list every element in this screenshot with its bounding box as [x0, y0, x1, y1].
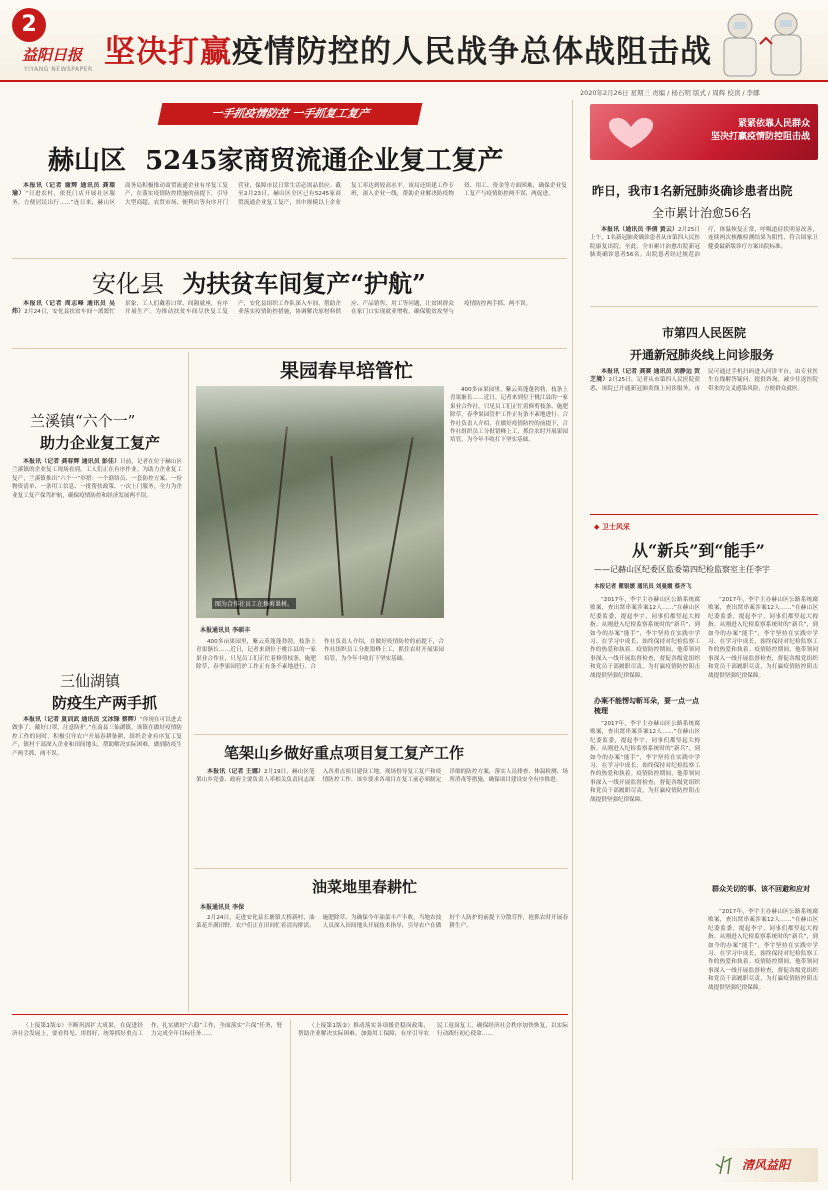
bottom-mid-body	[298, 1022, 568, 1182]
sanxianhu-subtitle: 防疫生产两手抓	[52, 694, 158, 712]
discharge-subhead: 全市累计治愈56名	[652, 206, 752, 220]
bijiashan-body	[196, 768, 568, 862]
divider-r2	[590, 514, 818, 515]
bottom-left-text: （上接第1版①）不断巩固扩大成果，在促进经济社会发展上，要看得见、用得好，统筹抓好重点工作，扎实做好“六稳”工作，全面落实“六保”任务，努力完成全年目标任务……	[12, 1023, 282, 1038]
newspaper-logo: 益阳日报	[22, 46, 83, 64]
anhua-byline: 本报讯（记者 周志峰 通讯员 吴炜）	[12, 300, 115, 316]
orchard-body-cont	[450, 386, 568, 730]
promo-line2: 坚决打赢疫情防控阻击战	[710, 132, 810, 142]
profile-column-tag	[594, 522, 630, 532]
sanxianhu-byline: 本报讯（记者 夏训武 通讯员 文冰锋 蔡辉）	[23, 716, 140, 723]
discharge-body	[590, 226, 818, 300]
masthead	[0, 0, 828, 82]
anhua-text: 2月24日，安化县扶贫车间一派繁忙景象，工人们戴着口罩、间隔就座，有序开展生产。为推动扶贫车间尽快复工复产，安化县组织工作队深入车间，帮助企业落实疫情防控措施，协调解决原材料供应、产品销售、用工等问题，让贫困群众在家门口实现就业增收，确保脱贫攻坚与疫情防控两手抓、两不误。	[24, 301, 532, 316]
sanxianhu-body	[12, 716, 182, 1008]
profile-body-c	[708, 596, 818, 876]
left-col-divider	[188, 352, 189, 1012]
orchard-byline: 本报通讯员 李硕丰	[200, 627, 251, 634]
sanxianhu-title: 三仙湖镇	[60, 672, 121, 690]
footer-logo-box	[712, 1148, 818, 1182]
bijiashan-text: 2月19日，赫山区笔架山乡党委、政府主要负责人率相关负责同志深入各重点项目建设工地，现场督导复工复产和疫情防控工作。该乡要求各项目在复工前必须制定详细的防控方案，落实人员排查、体温检测、场所消毒等措施，确保项目建设安全有序推进。	[196, 769, 568, 784]
heshan-byline: 本报讯（记者 谢辉 通讯员 龚璟瑜）	[12, 182, 115, 198]
date-meta: 2020年2月26日 星期三 责编 / 杨石明 版式 / 周辉 校读 / 李娜	[580, 89, 760, 97]
rapeseed-byline: 本报通讯员 李保	[200, 904, 245, 911]
section-ribbon: 一手抓疫情防控 一手抓复工复产	[158, 103, 423, 125]
lanxi-body	[12, 458, 182, 658]
profile-subhead-2: 群众关切的事、该不回避和应对	[712, 885, 810, 893]
profile-text-c: “2017年，李宇主办赫山区公路系统腐败案，查出窝串案涉案12人……”在赫山区纪委监委，提起李宇，同事们都竖起大拇指。从刚进入纪检监察系统时的“新兵”，到如今的办案“能手”，李宇坚持在实践中学习、在学习中成长，始终保持对纪检监察工作的热爱和执着。疫情防控期间，他带领同事深入一线开展监督检查，督促各级党组织和党员干部履职尽责，为打赢疫情防控阻击战提供坚强纪律保障。	[708, 597, 818, 679]
heshan-text: “日进农村，依托门店开展社区服务，方便居民出行……”连日来，赫山区商务局积极推动商贸流通企业有序复工复产，在落实疫情防控措施的前提下，引导大型商超、农贸市场、便利店等有序开门营业，保障市民日常生活必需品供应。截至2月23日，赫山区全区已有5245家商贸流通企业复工复产，其中规模以上企业复工率达到较高水平。该局还组建工作专班，深入企业一线，帮助企业解决防疫物资、用工、资金等方面困难，确保企业复工复产与疫情防控两不误、两促进。	[12, 183, 567, 206]
profile-subhead: ——记赫山区纪委区监委第四纪检监察室主任李宇	[594, 565, 770, 574]
bamboo-icon	[714, 1154, 738, 1176]
hospital4-headline-bottom: 开通新冠肺炎线上问诊服务	[630, 348, 775, 362]
divider-r1	[590, 306, 818, 307]
banner-title-black: 疫情防控的人民战争总体战阻击战	[232, 34, 712, 70]
hospital4-text: 2月25日，记者从市第四人民医院获悉，该院已开通新冠肺炎线上问诊服务，市民可通过手机扫码进入问诊平台，由专业医生在线解答疑问、提供咨询，减少往返医院带来的交叉感染风险，方便群众就医。	[590, 369, 818, 392]
profile-body-d	[708, 908, 818, 1140]
bottom-divider	[290, 1020, 291, 1182]
profile-body-a	[590, 596, 700, 692]
shield-icon: ◆	[594, 523, 600, 531]
divider-5	[12, 1014, 568, 1015]
divider-4	[194, 868, 568, 869]
page-number: 2	[12, 8, 46, 42]
lanxi-byline: 本报讯（记者 龚春辉 通讯员 彭佳）	[23, 458, 121, 465]
footer-logo: 清风益阳	[742, 1158, 791, 1172]
banner-title	[104, 26, 712, 71]
heshan-headline	[48, 140, 503, 177]
banner-title-red: 坚决打赢	[104, 34, 232, 70]
heshan-title: 5245家商贸流通企业复工复产	[145, 146, 504, 176]
column-divider	[572, 100, 573, 1180]
orchard-text-cont: 400多亩果园里，紫云英蓬蓬勃勃，枝条上青果渐长……近日，记者来到位于桃江县的一家果业合作社，只见员工们正忙着修剪枝条、施肥除草，春季果园管护工作正有条不紊地进行。合作社负责人介绍，在做好疫情防控的前提下，合作社组织员工分批错峰上工，抓住农时开展果园培管，为今年丰收打下坚实基础。	[450, 387, 568, 444]
discharge-headline: 昨日，我市1名新冠肺炎确诊患者出院	[592, 184, 793, 198]
profile-text-d: “2017年，李宇主办赫山区公路系统腐败案，查出窝串案涉案12人……”在赫山区纪委监委，提起李宇，同事们都竖起大拇指。从刚进入纪检监察系统时的“新兵”，到如今的办案“能手”，李宇坚持在实践中学习、在学习中成长，始终保持对纪检监察工作的热爱和执着。疫情防控期间，他带领同事深入一线开展监督检查，督促各级党组织和党员干部履职尽责，为打赢疫情防控阻击战提供坚强纪律保障。	[708, 909, 818, 991]
divider-2	[12, 348, 567, 349]
profile-byline: 本报记者 瞿银媛 通讯员 刘曼霞 蔡齐飞	[594, 584, 692, 590]
anhua-title: 为扶贫车间复产“护航”	[182, 269, 426, 298]
profile-text-b: “2017年，李宇主办赫山区公路系统腐败案，查出窝串案涉案12人……”在赫山区纪委监委，提起李宇，同事们都竖起大拇指。从刚进入纪检监察系统时的“新兵”，到如今的办案“能手”，李宇坚持在实践中学习、在学习中成长，始终保持对纪检监察工作的热爱和执着。疫情防控期间，他带领同事深入一线开展监督检查，督促各级党组织和党员干部履职尽责，为打赢疫情防控阻击战提供坚强纪律保障。	[590, 721, 700, 803]
heshan-place: 赫山区	[48, 146, 127, 176]
lanxi-text: 日前，记者在位于赫山区兰溪镇的企业复工现场看到，工人们正在有序作业。为助力企业复工复产，兰溪镇推出“六个一”举措：一个联络员、一套防控方案、一份物资清单、一条用工信息、一批帮扶政策、一次上门服务，全力为企业复工复产保驾护航，确保疫情防控和经济发展两不误。	[12, 459, 182, 499]
lanxi-title-bottom: 助力企业复工复产	[40, 434, 161, 452]
lanxi-title-top: 兰溪镇“六个一”	[30, 412, 136, 430]
discharge-byline: 本报讯（通讯员 李倩 黄云）	[601, 226, 678, 233]
hospital4-headline-top: 市第四人民医院	[662, 326, 747, 340]
divider-1	[12, 258, 567, 259]
promo-text	[711, 118, 810, 144]
profile-text-a: “2017年，李宇主办赫山区公路系统腐败案，查出窝串案涉案12人……”在赫山区纪委监委，提起李宇，同事们都竖起大拇指。从刚进入纪检监察系统时的“新兵”，到如今的办案“能手”，李宇坚持在实践中学习、在学习中成长，始终保持对纪检监察工作的热爱和执着。疫情防控期间，他带领同事深入一线开展监督检查，督促各级党组织和党员干部履职尽责，为打赢疫情防控阻击战提供坚强纪律保障。	[590, 597, 700, 679]
divider-3	[194, 734, 568, 735]
profile-tag-label: 卫士风采	[601, 523, 630, 531]
orchard-photo-caption: 图为合作社员工在修剪果树。	[212, 598, 296, 609]
bottom-left-body	[12, 1022, 282, 1182]
profile-subhead-1: 办案不能愣勾斬耳朵，要一点一点梳理	[594, 697, 699, 715]
anhua-body	[12, 300, 567, 342]
profile-headline: 从“新兵”到“能手”	[632, 541, 765, 560]
rapeseed-headline: 油菜地里春耕忙	[312, 878, 418, 896]
hospital4-byline: 本报讯（记者 龚赛 通讯员 刘静远 贺芝境）	[590, 368, 700, 384]
promo-line1: 紧紧依靠人民群众	[737, 119, 810, 129]
bijiashan-headline: 笔架山乡做好重点项目复工复产工作	[224, 744, 465, 762]
anhua-headline	[92, 264, 426, 299]
bottom-mid-text: （上接第1版②）推动落实各项援企稳岗政策，帮助企业解决实际困难，加强用工保障，有序引导农民工返岗复工，确保经济社会秩序加快恢复，以实际行动践行初心使命……	[298, 1023, 568, 1038]
medical-workers-illustration-icon	[700, 4, 824, 78]
sanxianhu-text: “你现在可以进去做事了，戴好口罩，注意防护。”在南县三仙湖镇，该镇在做好疫情防控工作的同时，积极引导农户开展春耕备耕，组织企业有序复工复产，镇村干部深入企业和田间地头，帮助解决实际困难，做到防疫生产两手抓、两不误。	[12, 717, 182, 757]
orchard-body	[196, 638, 444, 730]
rapeseed-text: 2月24日，走进安化县长塘镇大桥新村，油菜花开满田野，农户们正在田间忙着清沟排渍、施肥除草。为确保今年油菜丰产丰收，当地农技人员深入田间地头开展技术指导，引导农户在做好个人防护的前提下分散劳作，抢抓农时开展春耕生产。	[196, 915, 568, 930]
heart-hands-icon	[596, 112, 666, 152]
orchard-text: 400多亩果园里，紫云英蓬蓬勃勃，枝条上青果渐长……近日，记者来到位于桃江县的一家果业合作社，只见员工们正忙着修剪枝条、施肥除草，春季果园管护工作正有条不紊地进行。合作社负责人介绍，在做好疫情防控的前提下，合作社组织员工分批错峰上工，抓住农时开展果园培管，为今年丰收打下坚实基础。	[196, 639, 444, 671]
orchard-title: 果园春早培管忙	[280, 360, 414, 382]
profile-body-b	[590, 720, 700, 1160]
anhua-place: 安化县	[92, 270, 164, 298]
orchard-photo	[196, 386, 444, 618]
promo-banner	[590, 104, 818, 160]
hospital4-body	[590, 368, 818, 508]
newspaper-logo-sub: YIYANG NEWSPAPER	[24, 66, 93, 73]
bijiashan-byline: 本报讯（记者 王娜）	[207, 768, 265, 775]
rapeseed-body	[196, 914, 568, 1008]
discharge-text: 2月25日上午，1名新冠肺炎确诊患者从市第四人民医院康复出院。至此，全市累计治愈出院新冠肺炎确诊患者56名。出院患者经过规范治疗，体温恢复正常，呼吸道症状明显改善，连续两次核酸检测结果为阴性，符合国家卫健委最新版诊疗方案出院标准。	[590, 227, 818, 259]
heshan-body	[12, 182, 567, 254]
